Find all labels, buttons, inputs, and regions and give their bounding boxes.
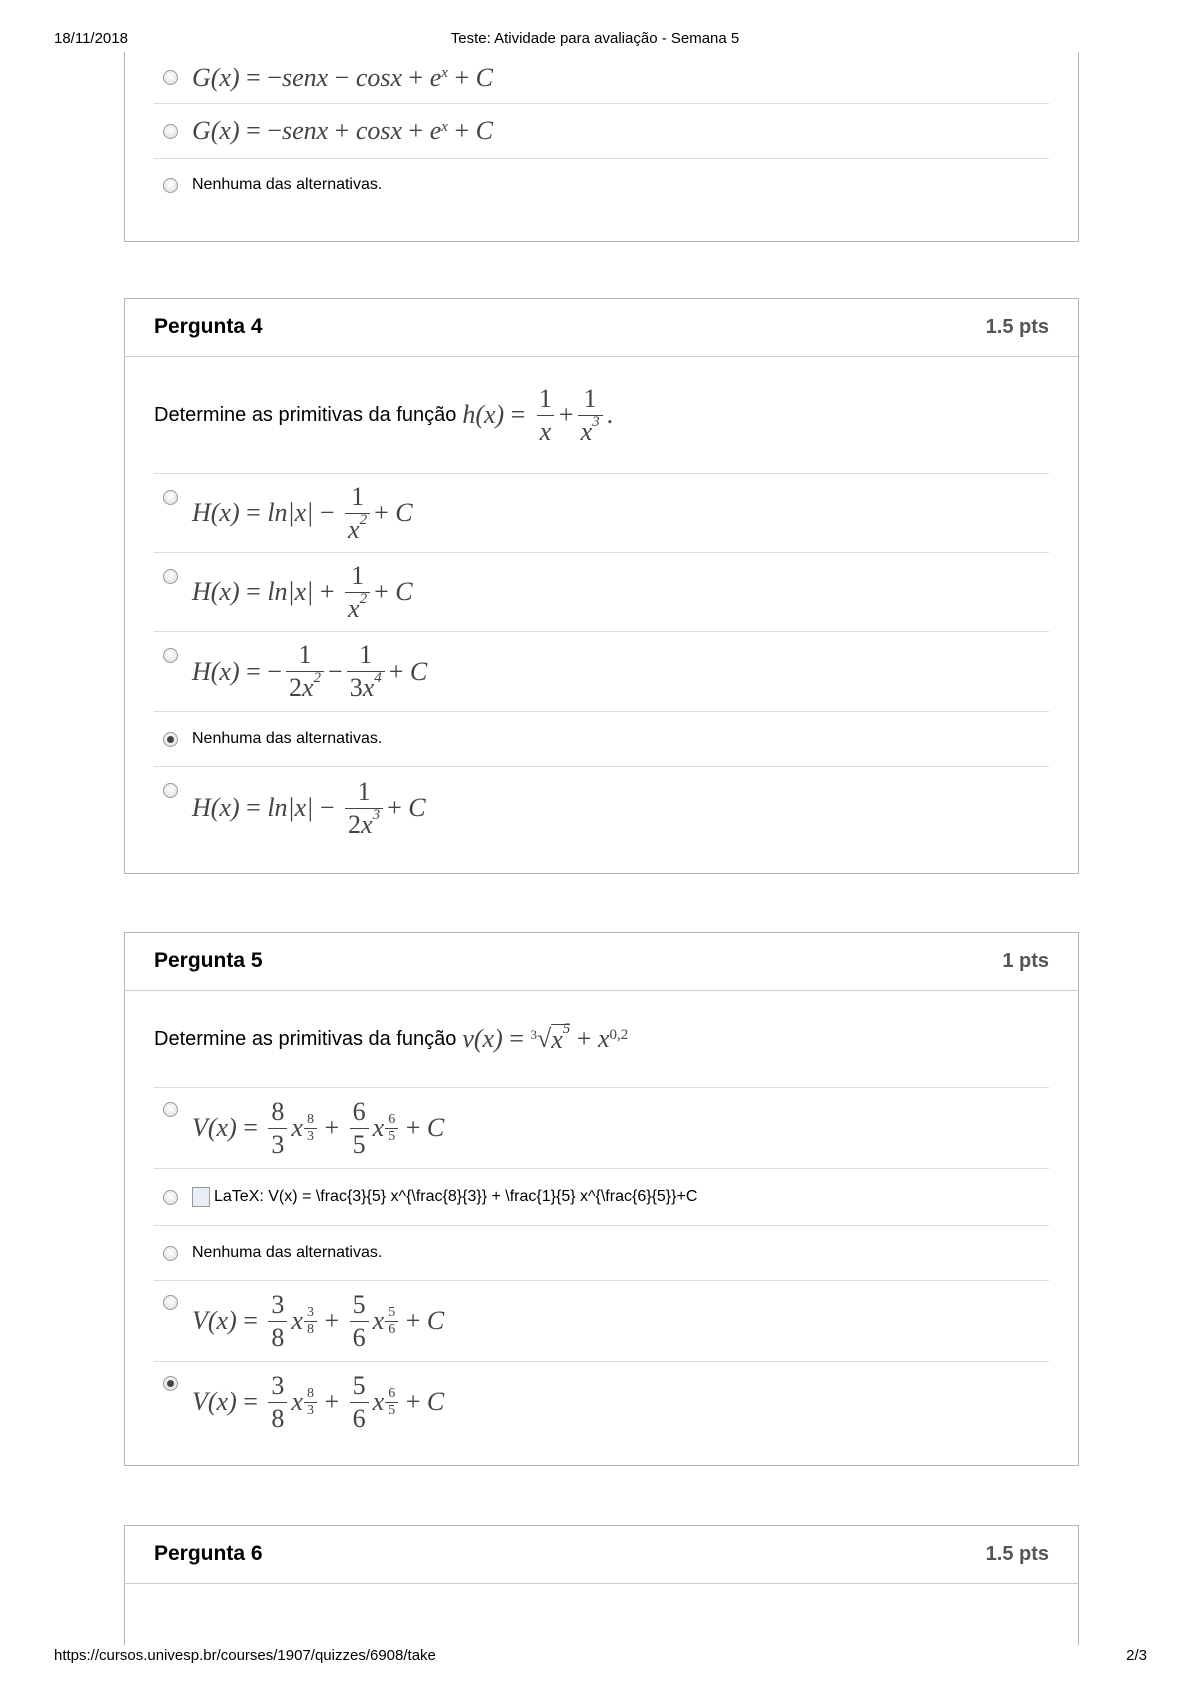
question-3-card <box>124 52 1079 242</box>
radio-button[interactable] <box>163 124 178 139</box>
answer-text: Nenhuma das alternativas. <box>192 176 383 193</box>
print-date: 18/11/2018 <box>54 30 128 47</box>
question-title: Pergunta 4 <box>154 315 263 338</box>
answer-option[interactable] <box>154 473 1049 552</box>
page-number: 2/3 <box>1126 1647 1147 1664</box>
radio-button[interactable] <box>163 569 178 584</box>
answer-math: H(x) = ln|x| − $\frac{1}{x^2}$ + C <box>192 481 413 544</box>
answer-option[interactable] <box>154 1361 1049 1442</box>
radio-button[interactable] <box>163 178 178 193</box>
question-prompt: Determine as primitivas da função h(x) = $\frac{1}{x}$ + $\frac{1}{x^3}$ . <box>154 383 614 446</box>
answer-option[interactable] <box>154 631 1049 711</box>
question-header <box>125 299 1078 357</box>
question-6-card <box>124 1525 1079 1645</box>
question-4-card <box>124 298 1079 874</box>
answer-option[interactable] <box>154 1225 1049 1280</box>
print-header <box>0 30 1190 50</box>
answer-option[interactable] <box>154 52 1049 103</box>
question-title: Pergunta 6 <box>154 1542 263 1565</box>
question-points: 1.5 pts <box>985 1543 1049 1565</box>
question-title: Pergunta 5 <box>154 949 263 972</box>
question-5-card <box>124 932 1079 1466</box>
answer-option[interactable] <box>154 1280 1049 1361</box>
radio-button[interactable] <box>163 1246 178 1261</box>
radio-button[interactable] <box>163 648 178 663</box>
radio-button[interactable] <box>163 1295 178 1310</box>
question-header <box>125 933 1078 991</box>
print-title: Teste: Atividade para avaliação - Semana 5 <box>450 30 740 47</box>
answer-text: Nenhuma das alternativas. <box>192 1244 383 1261</box>
radio-button[interactable] <box>163 783 178 798</box>
radio-button-selected[interactable] <box>163 732 178 747</box>
print-url: https://cursos.univesp.br/courses/1907/quizzes/6908/take <box>54 1647 436 1664</box>
radio-button[interactable] <box>163 1190 178 1205</box>
answer-math: G(x) = − senx − cosx + e $^x$ + C <box>192 62 493 92</box>
radio-button[interactable] <box>163 70 178 85</box>
radio-button-selected[interactable] <box>163 1376 178 1391</box>
answer-option[interactable] <box>154 103 1049 158</box>
radio-button[interactable] <box>163 1102 178 1117</box>
answer-math: V(x) = $\frac{3}{8}$ x $\frac{8}{3}$ + $\frac{5}{6}$ x $\frac{6}{5}$ + C <box>192 1370 445 1433</box>
answer-math: V(x) = $\frac{8}{3}$ x $\frac{8}{3}$ + $\frac{6}{5}$ x $\frac{6}{5}$ + C <box>192 1096 445 1159</box>
answer-option[interactable] <box>154 711 1049 766</box>
answer-text: Nenhuma das alternativas. <box>192 730 383 747</box>
question-prompt: Determine as primitivas da função v(x) = $^3$ √ $x^5$ + x $^{0,2}$ <box>154 1020 629 1054</box>
answer-math: H(x) = ln|x| + $\frac{1}{x^2}$ + C <box>192 560 413 623</box>
question-header <box>125 1526 1078 1584</box>
answer-option[interactable] <box>154 1168 1049 1225</box>
answer-option[interactable] <box>154 1087 1049 1168</box>
question-points: 1 pts <box>1002 950 1049 972</box>
answer-math: H(x) = − $\frac{1}{2x^2}$ − $\frac{1}{3x^4}$ + C <box>192 640 428 702</box>
answer-option[interactable] <box>154 158 1049 211</box>
question-points: 1.5 pts <box>985 316 1049 338</box>
prompt-math: h(x) = $\frac{1}{x}$ + $\frac{1}{x^3}$ . <box>462 383 614 446</box>
prompt-math: v(x) = $^3$ √ $x^5$ + x $^{0,2}$ <box>462 1020 629 1054</box>
answer-math: V(x) = $\frac{3}{8}$ x $\frac{3}{8}$ + $\frac{5}{6}$ x $\frac{5}{6}$ + C <box>192 1289 445 1352</box>
radio-button[interactable] <box>163 490 178 505</box>
answer-option[interactable] <box>154 552 1049 631</box>
answer-math: H(x) = ln|x| − $\frac{1}{2x^3}$ + C <box>192 776 426 839</box>
broken-image-icon <box>192 1187 210 1207</box>
answer-image-alt: LaTeX: V(x) = \frac{3}{5} x^{\frac{8}{3}} + \frac{1}{5} x^{\frac{6}{5}}+C <box>192 1187 697 1207</box>
answer-math: G(x) = − senx + cosx + e $^x$ + C <box>192 116 493 145</box>
answer-option[interactable] <box>154 766 1049 849</box>
